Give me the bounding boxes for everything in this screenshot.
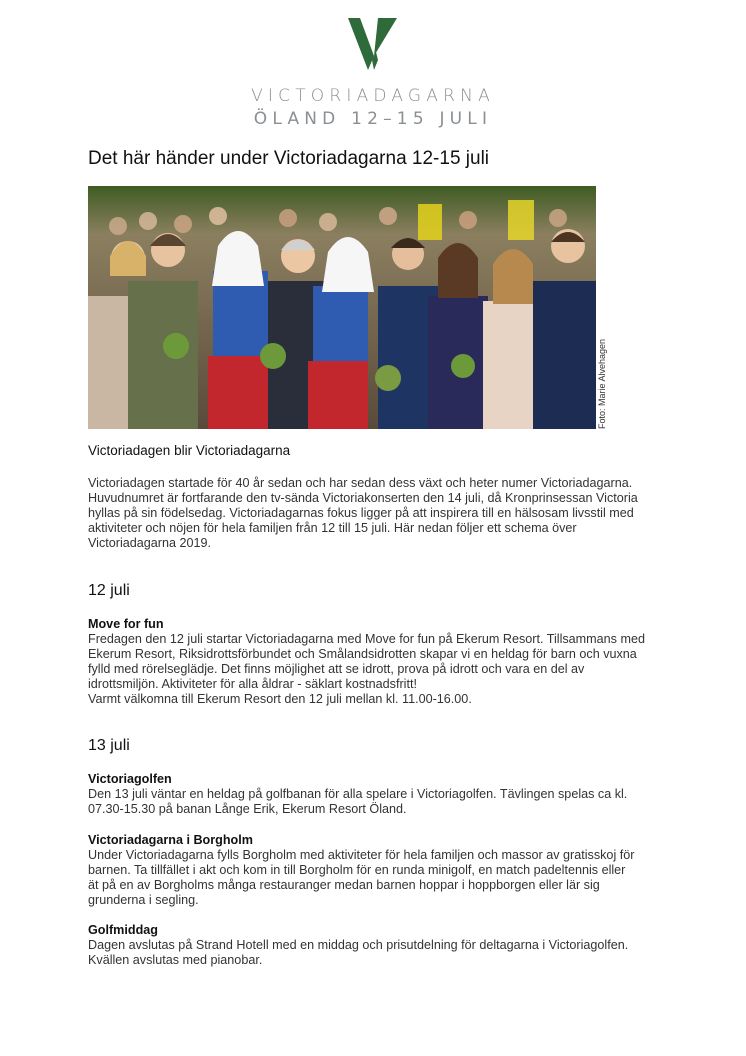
intro-body: Victoriadagen startade för 40 år sedan och har sedan dess växt och heter numer Victoriadagarna. Huvudnumret är fortfarande den tv-sända Victoriakonserten den 14 juli, då Kronprinsessan Victoria hyllas på sin födelsedag. Victoriadagarnas fokus ligger på att inspirera till en hälsosam livsstil med aktiviteter och nöjen för hela familjen från 12 till 15 juli. Här nedan följer ett schema över Victoriadagarna 2019. <box>88 476 638 550</box>
event-title: Victoriagolfen <box>88 772 172 786</box>
event-title: Golfmiddag <box>88 923 158 937</box>
day-heading-12: 12 juli <box>88 582 130 599</box>
event-title: Move for fun <box>88 617 164 631</box>
event-golfmiddag: Golfmiddag Dagen avslutas på Strand Hotell med en middag och prisutdelning för deltagarna i Victoriagolfen. Kvällen avslutas med pianobar. <box>88 923 660 968</box>
event-move-for-fun: Move for fun Fredagen den 12 juli startar Victoriadagarna med Move for fun på Ekerum Resort. Tillsammans med Ekerum Resort, Riksidrottsförbundet och Smålandsidrotten skapar vi en heldag för barn och vuxna fylld med rörelseglädje. Det finns möjlighet att se idrott, prova på idrott och vara en del av idrottsmiljön. Aktiviteter för alla åldrar - säklart kostnadsfritt! Varmt välkomna till Ekerum Resort den 12 juli mellan kl. 11.00-16.00. <box>88 617 660 707</box>
event-victoriagolfen: Victoriagolfen Den 13 juli väntar en heldag på golfbanan för alla spelare i Victoriagolfen. Tävlingen spelas ca kl. 07.30-15.30 på banan Långe Erik, Ekerum Resort Öland. <box>88 772 660 817</box>
photo-credit: Foto: Marie Alvehagen <box>597 338 607 429</box>
page-title: Det här händer under Victoriadagarna 12-15 juli <box>88 148 490 169</box>
v-logo-icon <box>348 16 398 72</box>
brand-dates: ÖLAND 12–15 JULI <box>253 109 493 129</box>
event-borgholm: Victoriadagarna i Borgholm Under Victoriadagarna fylls Borgholm med aktiviteter för hela familjen och massor av gratisskoj för barnen. Ta tillfället i akt och kom in till Borgholm för en runda minigolf, en match padeltennis eller ät på en av Borgholms många restauranger medan barnen hoppar i hoppborgen eller lär sig grunderna i segling. <box>88 833 660 908</box>
logo <box>0 16 746 72</box>
day-heading-13: 13 juli <box>88 737 130 754</box>
event-photo <box>88 186 596 429</box>
intro-heading: Victoriadagen blir Victoriadagarna <box>88 443 291 458</box>
brand-name: VICTORIADAGARNA <box>251 86 495 106</box>
event-title: Victoriadagarna i Borgholm <box>88 833 253 847</box>
